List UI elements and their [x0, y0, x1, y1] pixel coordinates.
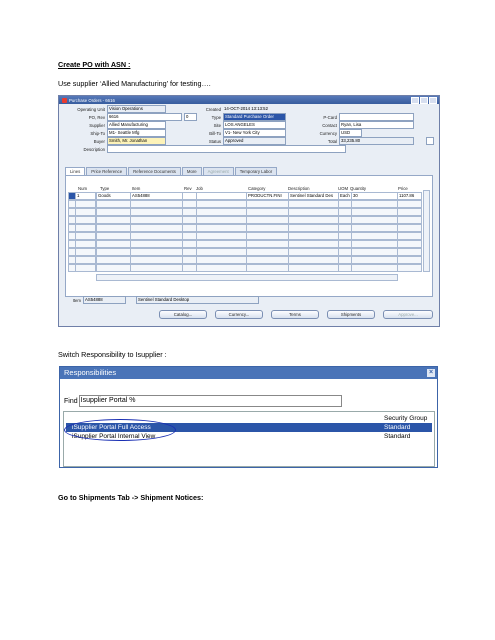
line-price-cell[interactable]: 1107.86: [397, 192, 422, 200]
description-input[interactable]: [107, 145, 346, 153]
empty-grid-cell[interactable]: [351, 224, 398, 232]
field-label: Operating Unit: [77, 106, 105, 112]
line-rev-cell[interactable]: [182, 192, 197, 200]
dialog-title: Responsibilities: [64, 368, 117, 377]
find-label: Find: [64, 397, 78, 405]
field-label: Total: [327, 138, 337, 144]
empty-grid-cell[interactable]: [288, 264, 339, 272]
col-header-num: Num: [78, 186, 88, 191]
col-header-description: Description: [288, 186, 310, 191]
total-value: 33,235.80: [339, 137, 414, 145]
tab-more[interactable]: More: [182, 167, 202, 175]
empty-grid-cell[interactable]: [75, 224, 96, 232]
empty-grid-cell[interactable]: [75, 240, 96, 248]
field-label: Site: [213, 122, 221, 128]
site-input[interactable]: LOS ANGELES: [223, 121, 286, 129]
empty-grid-cell[interactable]: [397, 264, 422, 272]
dialog-titlebar: [60, 367, 437, 379]
find-input[interactable]: Isupplier Portal %: [79, 395, 342, 407]
footer-item-description: Sentinel Standard Desktop: [136, 296, 259, 304]
window-title: Purchase Orders - 6616: [69, 97, 115, 103]
empty-grid-cell[interactable]: [288, 208, 339, 216]
empty-grid-cell[interactable]: [397, 208, 422, 216]
empty-grid-cell[interactable]: [96, 240, 131, 248]
empty-grid-cell[interactable]: [96, 216, 131, 224]
empty-grid-cell[interactable]: [246, 232, 289, 240]
empty-grid-cell[interactable]: [130, 208, 183, 216]
contact-input[interactable]: Ryan, Lisa: [339, 121, 414, 129]
field-label: PO, Rev: [88, 114, 105, 120]
empty-grid-cell[interactable]: [338, 232, 352, 240]
empty-grid-cell[interactable]: [397, 200, 422, 208]
empty-grid-cell[interactable]: [288, 200, 339, 208]
empty-grid-cell[interactable]: [397, 232, 422, 240]
empty-grid-cell[interactable]: [338, 264, 352, 272]
empty-grid-cell[interactable]: [96, 232, 131, 240]
description-field: [59, 146, 346, 152]
pcard-input[interactable]: [339, 113, 414, 121]
doc-paragraph-switch-responsibility: Switch Responsibility to Isupplier :: [58, 350, 167, 359]
empty-grid-cell[interactable]: [75, 200, 96, 208]
find-row: [64, 395, 342, 407]
contact-field: [299, 122, 414, 128]
empty-grid-cell[interactable]: [75, 208, 96, 216]
line-description-cell[interactable]: Sentinel Standard Des: [288, 192, 339, 200]
empty-grid-cell[interactable]: [196, 224, 247, 232]
field-label: Type: [211, 114, 221, 120]
empty-grid-cell[interactable]: [246, 240, 289, 248]
field-label: Item: [72, 297, 81, 303]
tab-agreement[interactable]: Agreement: [203, 167, 234, 175]
line-job-cell[interactable]: [196, 192, 247, 200]
responsibility-name: iSupplier Portal Full Access: [72, 424, 151, 431]
field-label: Description: [83, 146, 105, 152]
created-field: [179, 106, 284, 112]
empty-grid-cell[interactable]: [130, 248, 183, 256]
tab-reference-documents[interactable]: Reference Documents: [128, 167, 181, 175]
po-tabs: [65, 167, 278, 175]
currency-button[interactable]: Currency...: [215, 310, 263, 319]
empty-grid-cell[interactable]: [246, 216, 289, 224]
bill-to-field: [179, 130, 286, 136]
empty-grid-cell[interactable]: [196, 248, 247, 256]
footer-item-value: AS54888: [83, 296, 126, 304]
field-label: Status: [208, 138, 221, 144]
currency-field: [299, 130, 362, 136]
shipments-button[interactable]: Shipments: [327, 310, 375, 319]
pcard-field: [299, 114, 414, 120]
maximize-icon[interactable]: [420, 97, 428, 104]
empty-grid-cell[interactable]: [338, 256, 352, 264]
line-item-cell[interactable]: AS54888: [130, 192, 183, 200]
empty-grid-cell[interactable]: [96, 224, 131, 232]
empty-grid-cell[interactable]: [75, 216, 96, 224]
minimize-icon[interactable]: [411, 97, 419, 104]
doc-heading-create-po: Create PO with ASN :: [58, 60, 131, 69]
empty-grid-cell[interactable]: [246, 264, 289, 272]
col-header-job: Job: [196, 186, 203, 191]
supplier-field: [59, 122, 166, 128]
col-header-type: Type: [100, 186, 110, 191]
empty-grid-cell[interactable]: [130, 264, 183, 272]
empty-grid-cell[interactable]: [75, 232, 96, 240]
responsibility-group: Standard: [384, 424, 411, 431]
empty-grid-cell[interactable]: [246, 224, 289, 232]
empty-grid-cell[interactable]: [397, 248, 422, 256]
grid-horizontal-scrollbar[interactable]: [96, 274, 398, 281]
empty-grid-cell[interactable]: [196, 264, 247, 272]
field-label: Buyer: [93, 138, 105, 144]
empty-grid-cell[interactable]: [338, 216, 352, 224]
empty-grid-cell[interactable]: [351, 200, 398, 208]
line-uom-cell[interactable]: Each: [338, 192, 352, 200]
empty-grid-cell[interactable]: [288, 256, 339, 264]
empty-grid-cell[interactable]: [288, 240, 339, 248]
empty-grid-cell[interactable]: [351, 208, 398, 216]
close-icon[interactable]: [429, 97, 437, 104]
empty-grid-cell[interactable]: [96, 200, 131, 208]
empty-grid-cell[interactable]: [196, 256, 247, 264]
empty-grid-cell[interactable]: [130, 224, 183, 232]
line-type-cell[interactable]: Goods: [96, 192, 131, 200]
field-label: Currency: [319, 130, 337, 136]
status-value: Approved: [223, 137, 286, 145]
type-input[interactable]: Standard Purchase Order: [223, 113, 286, 121]
empty-grid-cell[interactable]: [338, 240, 352, 248]
tab-lines[interactable]: Lines: [65, 167, 85, 175]
empty-grid-cell[interactable]: [397, 216, 422, 224]
field-label: Supplier: [89, 122, 105, 128]
col-header-price: Price: [398, 186, 408, 191]
col-header-rev: Rev: [184, 186, 192, 191]
empty-grid-cell[interactable]: [130, 200, 183, 208]
col-header-quantity: Quantity: [350, 186, 367, 191]
empty-grid-cell[interactable]: [246, 208, 289, 216]
empty-grid-cell[interactable]: [96, 256, 131, 264]
empty-grid-cell[interactable]: [75, 248, 96, 256]
empty-grid-cell[interactable]: [130, 256, 183, 264]
responsibility-name: iSupplier Portal Internal View: [72, 433, 156, 440]
buyer-field: [59, 138, 166, 144]
field-label: Bill-To: [209, 130, 221, 136]
po-number-input[interactable]: 6616: [107, 113, 182, 121]
line-num-cell[interactable]: 1: [75, 192, 96, 200]
empty-grid-cell[interactable]: [196, 208, 247, 216]
empty-grid-cell[interactable]: [130, 240, 183, 248]
ship-to-input[interactable]: M1- Seattle Mfg: [107, 129, 166, 137]
catalog-button[interactable]: Catalog...: [159, 310, 207, 319]
empty-grid-cell[interactable]: [182, 240, 197, 248]
col-header-category: Category: [248, 186, 266, 191]
empty-grid-cell[interactable]: [351, 240, 398, 248]
oracle-app-icon: [62, 98, 67, 103]
operating-unit-field: [59, 106, 166, 112]
empty-grid-cell[interactable]: [196, 216, 247, 224]
approve-button[interactable]: Approve...: [383, 310, 433, 319]
empty-grid-cell[interactable]: [288, 248, 339, 256]
empty-grid-cell[interactable]: [246, 248, 289, 256]
site-field: [179, 122, 286, 128]
field-label: P-Card: [323, 114, 337, 120]
empty-grid-cell[interactable]: [182, 216, 197, 224]
terms-button[interactable]: Terms: [271, 310, 319, 319]
ship-to-field: [59, 130, 166, 136]
grid-vertical-scrollbar[interactable]: [423, 190, 430, 272]
close-icon[interactable]: ×: [428, 369, 434, 376]
tab-price-reference[interactable]: Price Reference: [86, 167, 127, 175]
status-field: [179, 138, 286, 144]
empty-grid-cell[interactable]: [397, 224, 422, 232]
line-category-cell[interactable]: PRODUCTN.FINI: [246, 192, 289, 200]
empty-grid-cell[interactable]: [182, 208, 197, 216]
total-field: [299, 138, 434, 144]
empty-grid-cell[interactable]: [351, 232, 398, 240]
type-field: [179, 114, 286, 120]
currency-input[interactable]: USD: [339, 129, 362, 137]
empty-grid-cell[interactable]: [397, 240, 422, 248]
empty-grid-cell[interactable]: [351, 256, 398, 264]
purchase-orders-window: [58, 95, 440, 327]
empty-grid-cell[interactable]: [338, 200, 352, 208]
empty-grid-cell[interactable]: [288, 232, 339, 240]
empty-grid-cell[interactable]: [338, 208, 352, 216]
operating-unit-input[interactable]: Vision Operations: [107, 105, 166, 113]
empty-grid-cell[interactable]: [182, 256, 197, 264]
empty-grid-cell[interactable]: [351, 264, 398, 272]
empty-grid-cell[interactable]: [182, 248, 197, 256]
line-quantity-cell[interactable]: 30: [351, 192, 398, 200]
empty-grid-cell[interactable]: [96, 264, 131, 272]
col-header-item: Item: [132, 186, 141, 191]
empty-grid-cell[interactable]: [96, 208, 131, 216]
doc-heading-shipments: Go to Shipments Tab -> Shipment Notices:: [58, 493, 204, 502]
col-header-security-group: Security Group: [384, 415, 428, 422]
empty-grid-cell[interactable]: [196, 240, 247, 248]
empty-grid-cell[interactable]: [288, 216, 339, 224]
bill-to-input[interactable]: V1- New York City: [223, 129, 286, 137]
empty-grid-cell[interactable]: [196, 232, 247, 240]
empty-grid-cell[interactable]: [182, 200, 197, 208]
empty-grid-cell[interactable]: [351, 216, 398, 224]
field-label: Ship-To: [90, 130, 105, 136]
empty-grid-cell[interactable]: [338, 224, 352, 232]
col-header-uom: UOM: [338, 186, 349, 191]
field-label: Contact: [322, 122, 337, 128]
responsibilities-dialog: [59, 366, 438, 468]
empty-grid-cell[interactable]: [246, 200, 289, 208]
empty-grid-cell[interactable]: [246, 256, 289, 264]
empty-grid-cell[interactable]: [182, 264, 197, 272]
lines-grid: [65, 175, 433, 297]
responsibility-group: Standard: [384, 433, 411, 440]
footer-item-field: [67, 297, 259, 303]
field-label: Created: [205, 106, 221, 112]
created-value: 14-OCT-2014 13:13:52: [223, 106, 284, 112]
tab-temporary-labor[interactable]: Temporary Labor: [235, 167, 277, 175]
empty-grid-cell[interactable]: [130, 232, 183, 240]
empty-grid-cell[interactable]: [288, 224, 339, 232]
po-rev-input[interactable]: 0: [184, 113, 197, 121]
empty-grid-cell[interactable]: [196, 200, 247, 208]
empty-grid-cell[interactable]: [351, 248, 398, 256]
empty-grid-cell[interactable]: [338, 248, 352, 256]
empty-grid-cell[interactable]: [96, 248, 131, 256]
window-controls: [411, 97, 437, 104]
empty-grid-cell[interactable]: [130, 216, 183, 224]
empty-grid-cell[interactable]: [182, 224, 197, 232]
flexfield-icon[interactable]: [426, 137, 434, 145]
empty-grid-cell[interactable]: [182, 232, 197, 240]
supplier-input[interactable]: Allied Manufacturing: [107, 121, 166, 129]
po-rev-field: [59, 114, 197, 120]
buyer-input[interactable]: Smith, Mr. Jonathan: [107, 137, 166, 145]
empty-grid-cell[interactable]: [75, 256, 96, 264]
highlight-oval: [64, 419, 176, 441]
empty-grid-cell[interactable]: [397, 256, 422, 264]
empty-grid-cell[interactable]: [75, 264, 96, 272]
window-titlebar: [59, 96, 439, 104]
doc-paragraph-supplier: Use supplier ‘Allied Manufacturing’ for testing….: [58, 79, 211, 88]
